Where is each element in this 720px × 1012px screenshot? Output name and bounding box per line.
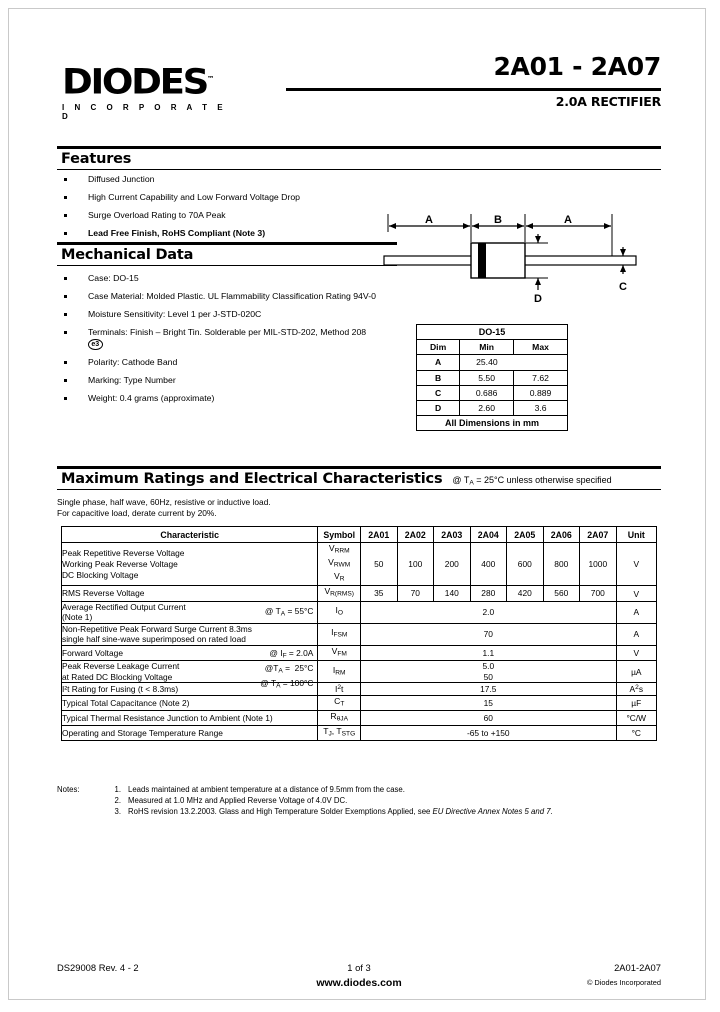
dim-cell: A: [417, 355, 460, 370]
dim-col-header: Dim: [417, 340, 460, 355]
cell-characteristic: [62, 695, 318, 710]
note-text-wrap: [128, 806, 553, 817]
char-line: Working Peak Reverse Voltage: [62, 559, 178, 570]
cell-characteristic: [62, 645, 318, 660]
svg-text:A: A: [564, 214, 572, 226]
cell-value: 70: [397, 586, 434, 601]
title-divider: [286, 88, 661, 91]
cell-symbol: $T_J$, $T_{STG}$: [318, 726, 361, 741]
svg-text:A: A: [425, 214, 433, 226]
cell-value-merged: -65 to +150: [361, 726, 617, 741]
cell-symbol: $R_{\theta JA}$: [318, 710, 361, 725]
cell-characteristic: [62, 601, 318, 623]
footer-page-number: 1 of 3: [347, 962, 371, 973]
char-line: Operating and Storage Temperature Range: [62, 727, 223, 738]
cell-characteristic: [62, 710, 318, 725]
dim-cell: 0.889: [514, 385, 568, 400]
features-rule-bottom: [57, 169, 661, 170]
table-row: [62, 601, 657, 623]
col-2a02: 2A02: [397, 527, 434, 543]
dim-cell: 5.50: [460, 370, 514, 385]
note-text-italic: EU Directive Annex Notes 5 and 7.: [432, 807, 553, 817]
cell-value: 700: [580, 586, 617, 601]
list-item: Terminals: Finish – Bright Tin. Solderable per MIL-STD-202, Method 208 e3: [57, 327, 377, 350]
cell-value: 35: [361, 586, 398, 601]
note-number: 2.: [114, 796, 121, 806]
char-line: Peak Repetitive Reverse Voltage: [62, 548, 185, 559]
char-line: single half sine-wave superimposed on rated load: [62, 634, 246, 645]
col-characteristic: Characteristic: [62, 527, 318, 543]
cell-value-merged: [361, 661, 617, 683]
char-line: DC Blocking Voltage: [62, 569, 139, 580]
table-row: [417, 355, 568, 370]
notes-label-spacer: [57, 806, 99, 817]
cell-value: 140: [434, 586, 471, 601]
list-item: Polarity: Cathode Band: [57, 357, 377, 369]
logo-tagline: I N C O R P O R A T E D: [62, 102, 227, 121]
cell-value: 100: [397, 543, 434, 586]
features-section: [57, 146, 661, 170]
cell-symbol: $I_{FSM}$: [318, 623, 361, 645]
col-2a07: 2A07: [580, 527, 617, 543]
cell-unit: $A^2s$: [616, 683, 656, 696]
table-row: [62, 645, 657, 660]
dim-cell: [514, 355, 568, 370]
cell-unit: °C/W: [616, 710, 656, 725]
ratings-rule-bottom: [57, 489, 661, 490]
dim-col-header: Max: [514, 340, 568, 355]
cell-unit: V: [616, 543, 656, 586]
table-row: [62, 661, 657, 683]
diodes-logo: [62, 62, 242, 121]
list-item: Surge Overload Rating to 70A Peak: [57, 210, 397, 222]
cell-value-merged: 17.5: [361, 683, 617, 696]
svg-text:B: B: [494, 214, 502, 226]
cell-symbol: $I_{RM}$: [318, 661, 361, 683]
char-line: I²t Rating for Fusing (t < 8.3ms): [62, 683, 179, 694]
package-outline-drawing: [378, 206, 648, 316]
cell-value: 1000: [580, 543, 617, 586]
note-row: [57, 784, 667, 795]
table-row: [62, 726, 657, 741]
col-2a04: 2A04: [470, 527, 507, 543]
table-row: [417, 416, 568, 431]
cell-characteristic: [62, 726, 318, 741]
char-line: Peak Reverse Leakage Current: [62, 661, 180, 672]
cell-symbol: $I^2t$: [318, 683, 361, 696]
cell-value-merged: 15: [361, 695, 617, 710]
table-row: [417, 340, 568, 355]
ratings-note-2: For capacitive load, derate current by 20%.: [57, 508, 217, 518]
col-symbol: Symbol: [318, 527, 361, 543]
notes-label: Notes:: [57, 785, 80, 794]
cell-value: 600: [507, 543, 544, 586]
cell-unit: µA: [616, 661, 656, 683]
dim-cell: 3.6: [514, 400, 568, 415]
col-2a05: 2A05: [507, 527, 544, 543]
list-item: Weight: 0.4 grams (approximate): [57, 393, 377, 405]
cell-unit: A: [616, 601, 656, 623]
cell-unit: V: [616, 586, 656, 601]
list-item: Moisture Sensitivity: Level 1 per J-STD-020C: [57, 309, 377, 321]
note-number: 3.: [114, 807, 121, 817]
list-item: High Current Capability and Low Forward Voltage Drop: [57, 192, 397, 204]
table-row: [417, 370, 568, 385]
ratings-section: [57, 466, 661, 490]
char-line: Typical Total Capacitance (Note 2): [62, 697, 190, 708]
char-line: (Note 1): [62, 612, 93, 623]
notes-label-spacer: [57, 795, 99, 806]
cell-unit: µF: [616, 695, 656, 710]
cell-unit: °C: [616, 726, 656, 741]
cell-value-merged: 1.1: [361, 645, 617, 660]
cell-value: 50: [361, 543, 398, 586]
ratings-note-1: Single phase, half wave, 60Hz, resistive or inductive load.: [57, 497, 271, 507]
table-row: [62, 695, 657, 710]
table-row: [417, 385, 568, 400]
mechanical-heading: Mechanical Data: [61, 247, 194, 263]
table-row: [62, 683, 657, 696]
cell-value: 280: [470, 586, 507, 601]
char-line: Forward Voltage: [62, 647, 123, 658]
dim-cell: C: [417, 385, 460, 400]
char-line: Average Rectified Output Current: [62, 601, 186, 612]
table-row: [417, 325, 568, 340]
ratings-heading: Maximum Ratings and Electrical Characteristics: [61, 471, 443, 487]
cell-condition: @ $T_A = 55^\circ C$: [264, 605, 314, 618]
cell-value-merged: 2.0: [361, 601, 617, 623]
do15-package-svg: [378, 206, 648, 316]
cell-unit: V: [616, 645, 656, 660]
char-line: Non-Repetitive Peak Forward Surge Current 8.3ms: [62, 623, 252, 634]
list-item: Diffused Junction: [57, 174, 397, 186]
dim-cell: B: [417, 370, 460, 385]
cell-value: 200: [434, 543, 471, 586]
cell-value-merged: 70: [361, 623, 617, 645]
note-row: [57, 806, 667, 817]
dim-cell: 25.40: [460, 355, 514, 370]
dim-cell: 2.60: [460, 400, 514, 415]
char-line: Typical Thermal Resistance Junction to Ambient (Note 1): [62, 712, 273, 723]
svg-text:D: D: [534, 293, 542, 305]
col-unit: Unit: [616, 527, 656, 543]
cell-value: 800: [543, 543, 580, 586]
footer-doc-id: DS29008 Rev. 4 - 2: [57, 962, 139, 973]
cell-characteristic: [62, 543, 318, 586]
footer-part-number: 2A01-2A07: [614, 962, 661, 973]
dim-cell: 0.686: [460, 385, 514, 400]
cell-unit: A: [616, 623, 656, 645]
footer-website-link[interactable]: www.diodes.com: [316, 977, 402, 989]
leak-100c: 50: [483, 671, 493, 682]
col-2a01: 2A01: [361, 527, 398, 543]
footer-copyright: © Diodes Incorporated: [586, 978, 661, 987]
cell-symbol: $V_{FM}$: [318, 645, 361, 660]
ratings-table: [61, 526, 657, 741]
table-header-row: [62, 527, 657, 543]
note-row: [57, 795, 667, 806]
e3-symbol-icon: e3: [88, 339, 103, 350]
cell-symbol: $V_{RRM}$ $V_{RWM}$ $V_R$: [318, 543, 361, 586]
cell-characteristic: [62, 683, 318, 696]
cell-value: 400: [470, 543, 507, 586]
dim-cell: D: [417, 400, 460, 415]
page-header: [57, 48, 661, 120]
list-item: Case: DO-15: [57, 273, 377, 285]
note-text: Measured at 1.0 MHz and Applied Reverse Voltage of 4.0V DC.: [128, 796, 348, 806]
cell-symbol: $I_O$: [318, 601, 361, 623]
cell-value: 560: [543, 586, 580, 601]
mechanical-rule-bottom: [57, 265, 397, 266]
list-item: Marking: Type Number: [57, 375, 377, 387]
note-number: 1.: [114, 785, 121, 794]
cell-condition: $@T_A = 25^\circ C$ @ $T_A = 100^\circ C$: [260, 663, 314, 690]
logo-wordmark: DIODES™: [62, 62, 215, 103]
table-row: [62, 586, 657, 601]
note-text: Leads maintained at ambient temperature at a distance of 9.5mm from the case.: [128, 785, 405, 794]
note-text: RoHS revision 13.2.2003. Glass and High Temperature Solder Exemptions Applied, see: [128, 807, 433, 817]
char-line: at Rated DC Blocking Voltage: [62, 671, 173, 682]
dim-cell: 7.62: [514, 370, 568, 385]
col-2a06: 2A06: [543, 527, 580, 543]
list-item: Case Material: Molded Plastic. UL Flammability Classification Rating 94V-0: [57, 291, 377, 303]
page-subtitle: 2.0A RECTIFIER: [555, 94, 661, 109]
dim-col-header: Min: [460, 340, 514, 355]
cell-characteristic: [62, 623, 318, 645]
dim-table-title: DO-15: [417, 325, 568, 340]
cell-characteristic: [62, 586, 318, 601]
mechanical-list: [57, 273, 377, 410]
notes-block: [57, 784, 667, 818]
table-row: [62, 543, 657, 586]
table-row: [417, 400, 568, 415]
col-2a03: 2A03: [434, 527, 471, 543]
mechanical-section: [57, 242, 397, 266]
leak-25c: 5.0: [482, 661, 495, 672]
table-row: [62, 710, 657, 725]
svg-text:C: C: [619, 281, 627, 293]
cell-value-merged: 60: [361, 710, 617, 725]
features-list: [57, 174, 397, 246]
list-item: Lead Free Finish, RoHS Compliant (Note 3): [57, 228, 397, 240]
ratings-condition: @ $T_A = 25^\circ C$ unless otherwise specified: [452, 475, 612, 487]
char-line: RMS Reverse Voltage: [62, 588, 145, 599]
cell-condition: @ $I_F = 2.0A$: [269, 648, 314, 660]
cell-symbol: $V_{R(RMS)}$: [318, 586, 361, 601]
cell-value: 420: [507, 586, 544, 601]
cell-symbol: $C_T$: [318, 695, 361, 710]
features-heading: Features: [61, 151, 132, 167]
page-title: 2A01 - 2A07: [493, 52, 661, 81]
table-row: [62, 623, 657, 645]
dimension-table: [416, 324, 568, 431]
dim-table-footer: All Dimensions in mm: [417, 416, 568, 431]
